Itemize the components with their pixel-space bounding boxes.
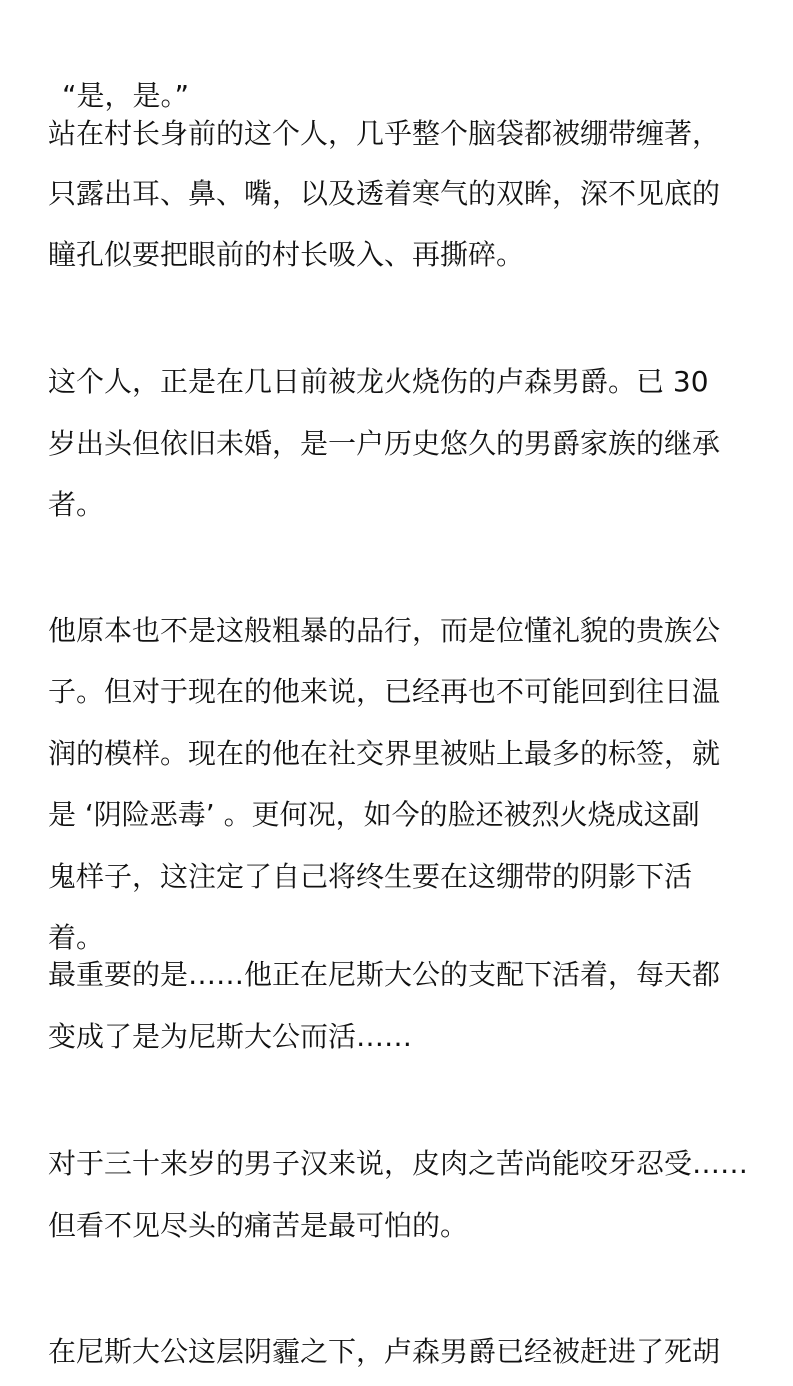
text-line: 最重要的是……他正在尼斯大公的支配下活着，每天都 (48, 958, 721, 991)
text-line: 但看不见尽头的痛苦是最可怕的。 (48, 1209, 469, 1242)
text-line: 这个人，正是在几日前被龙火烧伤的卢森男爵。已 30 (48, 365, 709, 398)
text-line: 变成了是为尼斯大公而活…… (48, 1020, 413, 1053)
text-line: “是，是。” (62, 79, 190, 112)
text-line: 他原本也不是这般粗暴的品行，而是位懂礼貌的贵族公 (48, 614, 721, 647)
text-line: 鬼样子，这注定了自己将终生要在这绷带的阴影下活 (48, 860, 693, 893)
text-line: 是 ‘阴险恶毒’ 。更何况，如今的脸还被烈火烧成这副 (48, 798, 700, 831)
text-line: 在尼斯大公这层阴霾之下，卢森男爵已经被赶进了死胡 (48, 1335, 721, 1368)
text-line: 只露出耳、鼻、嘴，以及透着寒气的双眸，深不见底的 (48, 177, 721, 210)
text-line: 润的模样。现在的他在社交界里被贴上最多的标签，就 (48, 737, 721, 770)
text-line: 对于三十来岁的男子汉来说，皮肉之苦尚能咬牙忍受…… (48, 1147, 749, 1180)
text-line: 着。 (48, 921, 105, 954)
text-line: 岁出头但依旧未婚，是一户历史悠久的男爵家族的继承 (48, 427, 721, 460)
text-line: 子。但对于现在的他来说，已经再也不可能回到往日温 (48, 675, 721, 708)
text-line: 者。 (48, 488, 105, 521)
text-line: 瞳孔似要把眼前的村长吸入、再撕碎。 (48, 238, 525, 271)
text-line: 站在村长身前的这个人，几乎整个脑袋都被绷带缠著， (48, 117, 721, 150)
